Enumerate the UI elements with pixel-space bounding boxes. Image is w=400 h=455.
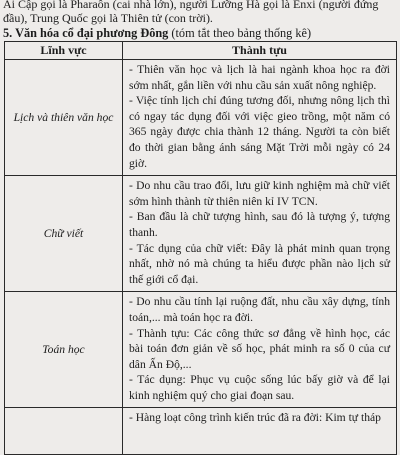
achievement-item: - Do nhu cầu tính lại ruộng đất, nhu cầu xây dựng, tính toán,... mà toán học ra đời. bbox=[129, 295, 390, 324]
achievement-item: - Hàng loạt công trình kiến trúc đã ra đời: Kim tự tháp bbox=[129, 411, 381, 425]
table-row bbox=[5, 176, 397, 292]
field-cell: Toán học bbox=[5, 292, 123, 408]
achievements-table bbox=[4, 41, 397, 455]
intro-line: Ai Cập gọi là Pharaôn (cai nhà lớn), người Lưỡng Hà gọi là Enxi (người đứng bbox=[3, 0, 379, 11]
table-row bbox=[5, 292, 397, 408]
table-row bbox=[5, 408, 397, 455]
field-cell bbox=[5, 408, 123, 455]
achievement-cell bbox=[123, 408, 397, 455]
table-header-row bbox=[5, 42, 397, 60]
intro-line: đầu), Trung Quốc gọi là Thiên tử (con trời). bbox=[3, 11, 213, 25]
achievement-item: - Tác dụng của chữ viết: Đây là phát minh quan trọng nhất, nhờ nó mà chúng ta hiểu được phần nào lịch sử thế giới cổ đại. bbox=[129, 241, 390, 286]
achievement-item: - Thiên văn học và lịch là hai ngành khoa học ra đời sớm nhất, gắn liền với nhu cầu sản xuất nông nghiệp. bbox=[129, 63, 390, 92]
intro-paragraph bbox=[0, 0, 400, 25]
achievement-item: - Việc tính lịch chỉ đúng tương đối, nhưng nông lịch thì có ngay tác dụng đối với việc gieo trồng, một năm có 365 ngày được chia thành 12 tháng. Người ta còn biết đo thời gian bằng ánh sáng Mặt Trời mỗi ngày có 24 giờ. bbox=[129, 94, 390, 170]
achievement-cell bbox=[123, 60, 397, 176]
achievement-item: - Do nhu cầu trao đổi, lưu giữ kinh nghiệm mà chữ viết sớm hình thành từ thiên niên kỉ IV TCN. bbox=[129, 179, 390, 208]
achievement-item: - Thành tựu: Các công thức sơ đẳng về hình học, các bài toán đơn giản về số học, phát minh ra số 0 của cư dân Ấn Độ,... bbox=[129, 326, 390, 371]
header-achievement: Thành tựu bbox=[123, 42, 397, 60]
section-heading: 5. Văn hóa cổ đại phương Đông bbox=[3, 26, 169, 40]
table-row bbox=[5, 60, 397, 176]
field-cell: Lịch và thiên văn học bbox=[5, 60, 123, 176]
field-cell: Chữ viết bbox=[5, 176, 123, 292]
achievement-cell bbox=[123, 292, 397, 408]
achievement-item: - Ban đầu là chữ tượng hình, sau đó là tượng ý, tượng thanh. bbox=[129, 210, 390, 239]
section-note: (tóm tắt theo bảng thống kê) bbox=[171, 26, 312, 40]
achievement-cell bbox=[123, 176, 397, 292]
achievement-item: - Tác dụng: Phục vụ cuộc sống lúc bấy giờ và để lại kinh nghiệm quý cho giai đoạn sau. bbox=[129, 373, 390, 402]
header-field: Lĩnh vực bbox=[5, 42, 123, 60]
section-heading-line bbox=[3, 26, 398, 40]
